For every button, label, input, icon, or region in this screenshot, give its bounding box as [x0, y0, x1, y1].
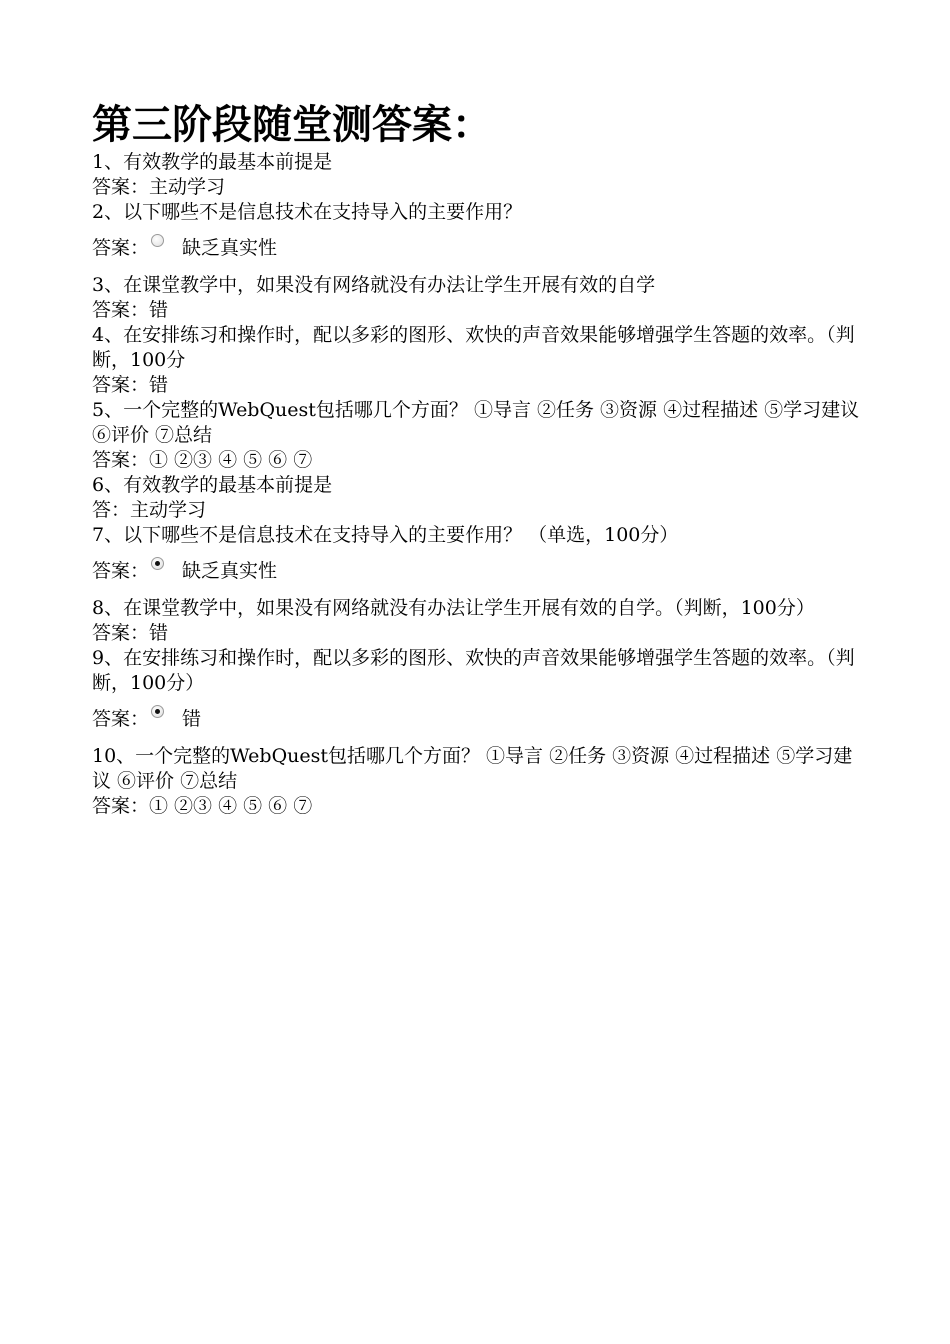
answer-2-value: 缺乏真实性	[182, 236, 278, 259]
answer-8: 答案：错	[92, 622, 169, 644]
answer-9-value: 错	[182, 707, 202, 730]
answer-1: 答案：主动学习	[92, 176, 226, 198]
answer-6: 答：主动学习	[92, 499, 207, 521]
question-9: 9、在安排练习和操作时，配以多彩的图形、欢快的声音效果能够增强学生答题的效率。（判断，100分）	[92, 647, 855, 694]
question-5: 5、一个完整的WebQuest包括哪几个方面？ ①导言 ②任务 ③资源 ④过程描述 ⑤学习建议 ⑥评价 ⑦总结	[92, 399, 860, 446]
question-7: 7、以下哪些不是信息技术在支持导入的主要作用？ （单选，100分）	[92, 524, 679, 546]
question-3: 3、在课堂教学中，如果没有网络就没有办法让学生开展有效的自学	[92, 274, 656, 296]
answer-4: 答案：错	[92, 374, 169, 396]
answer-9	[92, 706, 867, 732]
answer-7-label: 答案：	[92, 559, 150, 582]
answer-2	[92, 235, 867, 261]
answer-10: 答案：① ②③ ④ ⑤ ⑥ ⑦	[92, 795, 313, 817]
question-10: 10、一个完整的WebQuest包括哪几个方面？ ①导言 ②任务 ③资源 ④过程描述 ⑤学习建议 ⑥评价 ⑦总结	[92, 745, 853, 792]
question-1: 1、有效教学的最基本前提是	[92, 151, 333, 173]
answer-2-label: 答案：	[92, 236, 150, 259]
question-8: 8、在课堂教学中，如果没有网络就没有办法让学生开展有效的自学。（判断，100分）	[92, 597, 815, 619]
answer-7	[92, 558, 867, 584]
radio-button-checked-icon[interactable]	[151, 557, 164, 570]
answer-5: 答案：① ②③ ④ ⑤ ⑥ ⑦	[92, 449, 313, 471]
answer-9-label: 答案：	[92, 707, 150, 730]
question-6: 6、有效教学的最基本前提是	[92, 474, 333, 496]
document-page	[92, 100, 867, 819]
answer-7-value: 缺乏真实性	[182, 559, 278, 582]
radio-button-checked-icon[interactable]	[151, 705, 164, 718]
page-title: 第三阶段随堂测答案：	[92, 102, 492, 148]
question-2: 2、以下哪些不是信息技术在支持导入的主要作用？	[92, 201, 523, 223]
radio-button-icon[interactable]	[151, 234, 164, 247]
question-4: 4、在安排练习和操作时，配以多彩的图形、欢快的声音效果能够增强学生答题的效率。（判断，100分	[92, 324, 855, 371]
answer-3: 答案：错	[92, 299, 169, 321]
